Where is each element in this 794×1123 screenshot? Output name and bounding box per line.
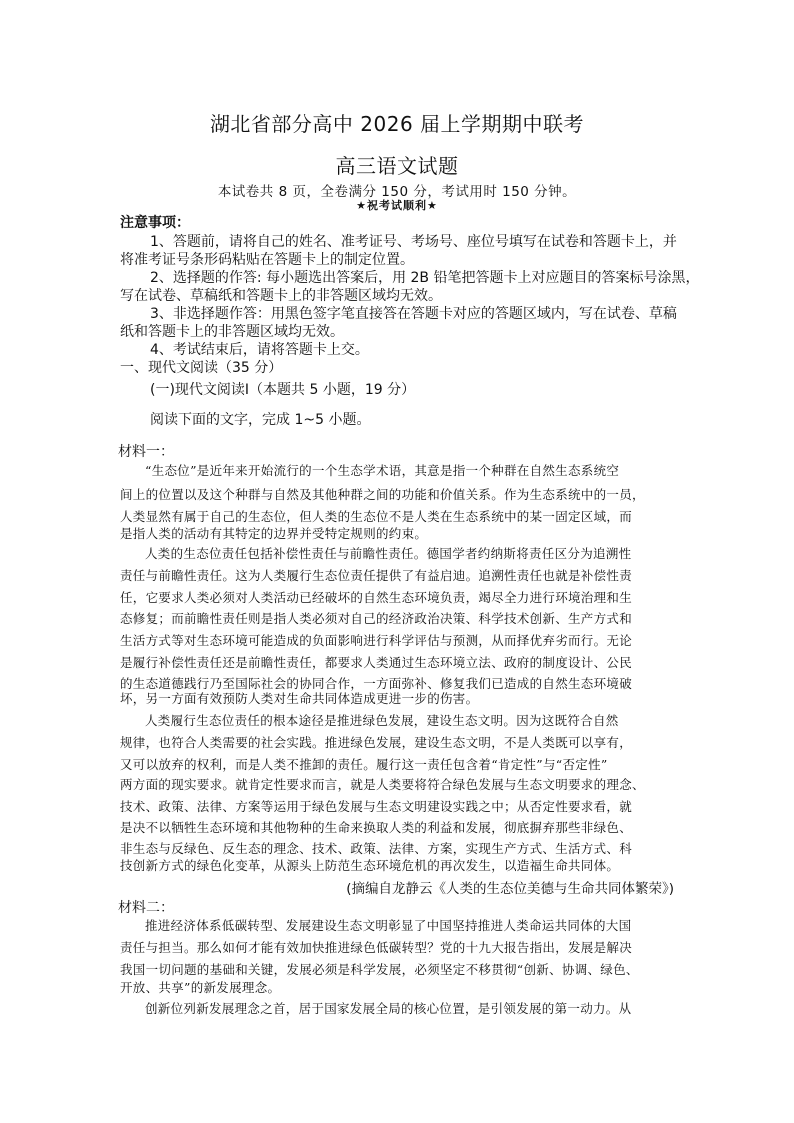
notice-line: 3、非选择题作答：用黑色签字笔直接答在答题卡对应的答题区域内，写在试卷、草稿 bbox=[150, 306, 677, 322]
notice-heading: 注意事项： bbox=[120, 215, 190, 231]
material1-line: 是履行补偿性责任还是前瞻性责任，都要求人类通过生态环境立法、政府的制度设计、公民 bbox=[120, 655, 633, 670]
material1-source: (摘编自龙静云《人类的生态位美德与生命共同体繁荣》) bbox=[346, 881, 674, 897]
material2-label: 材料二： bbox=[118, 900, 174, 916]
material1-line: 的生态道德践行乃至国际社会的协同合作，一方面弥补、修复我们已造成的自然生态环境破 bbox=[120, 676, 633, 691]
material2-line: 责任与担当。那么如何才能有效加快推进绿色低碳转型？党的十九大报告指出，发展是解决 bbox=[120, 940, 633, 955]
material1-line: 责任与前瞻性责任。这为人类履行生态位责任提供了有益启迪。追溯性责任也就是补偿性责 bbox=[120, 568, 633, 583]
material1-line: 规律，也符合人类需要的社会实践。推进绿色发展，建设生态文明，不是人类既可以享有， bbox=[120, 735, 633, 750]
material1-line: 人类履行生态位责任的根本途径是推进绿色发展，建设生态文明。因为这既符合自然 bbox=[145, 713, 619, 728]
material2-line: 我国一切问题的基础和关键，发展必须是科学发展，必须坚定不移贯彻“创新、协调、绿色、 bbox=[120, 962, 639, 977]
material1-line: 非生态与反绿色、反生态的理念、技术、政策、法律、方案，实现生产方式、生活方式、科 bbox=[120, 841, 633, 856]
reading-instruction: 阅读下面的文字，完成 1~5 小题。 bbox=[150, 412, 371, 428]
exam-title: 湖北省部分高中 2026 届上学期期中联考 bbox=[209, 112, 585, 136]
material1-line: “生态位”是近年来开始流行的一个生态学术语，其意是指一个种群在自然生态系统空 bbox=[145, 463, 620, 478]
exam-subject: 高三语文试题 bbox=[335, 154, 459, 178]
material1-line: 又可以放弃的权利，而是人类不推卸的责任。履行这一责任包含着“肯定性”与“否定性” bbox=[120, 757, 608, 772]
notice-line: 1、答题前，请将自己的姓名、准考证号、考场号、座位号填写在试卷和答题卡上，并 bbox=[150, 234, 677, 250]
material2-line: 开放、共享”的新发展理念。 bbox=[120, 980, 281, 995]
material1-line: 是决不以牺牲生态环境和其他物种的生命来换取人类的利益和发展，彻底摒弃那些非绿色、 bbox=[120, 820, 633, 835]
material1-line: 任，它要求人类必须对人类活动已经破坏的自然生态环境负责，竭尽全力进行环境治理和生 bbox=[120, 590, 633, 605]
notice-line: 将准考证号条形码粘贴在答题卡上的制定位置。 bbox=[120, 252, 414, 268]
material2-line: 推进经济体系低碳转型、发展建设生态文明彰显了中国坚持推进人类命运共同体的大国 bbox=[145, 918, 632, 933]
material2-line: 创新位列新发展理念之首，居于国家发展全局的核心位置，是引领发展的第一动力。从 bbox=[145, 1001, 632, 1016]
notice-line: 纸和答题卡上的非答题区域均无效。 bbox=[120, 324, 344, 340]
section-subtitle: (一)现代文阅读Ⅰ（本题共 5 小题，19 分） bbox=[150, 382, 416, 398]
material1-line: 坏，另一方面有效预防人类对生命共同体造成更进一步的伤害。 bbox=[120, 691, 479, 706]
material1-line: 人类显然有属于自己的生态位，但人类的生态位不是人类在生态系统中的某一固定区域，而 bbox=[120, 509, 633, 524]
exam-wish: ★祝考试顺利★ bbox=[356, 199, 438, 212]
material1-line: 间上的位置以及这个种群与自然及其他种群之间的功能和价值关系。作为生态系统中的一员， bbox=[120, 487, 645, 502]
notice-line: 写在试卷、草稿纸和答题卡上的非答题区域均无效。 bbox=[120, 288, 442, 304]
notice-line: 4、考试结束后，请将答题卡上交。 bbox=[150, 342, 369, 358]
notice-line: 2、选择题的作答: 每小题选出答案后，用 2B 铅笔把答题卡上对应题目的答案标号涂黑， bbox=[150, 270, 700, 286]
material1-line: 技术、政策、法律、方案等运用于绿色发展与生态文明建设实践之中；从否定性要求看，就 bbox=[120, 799, 633, 814]
material1-line: 是指人类的活动有其特定的边界并受特定规则的约束。 bbox=[120, 526, 428, 541]
material1-line: 技创新方式的绿色化变革，从源头上防范生态环境危机的再次发生，以造福生命共同体。 bbox=[120, 858, 620, 873]
material1-line: 生活方式等对生态环境可能造成的负面影响进行科学评估与预测，从而择优弃劣而行。无论 bbox=[120, 633, 633, 648]
material1-line: 两方面的现实要求。就肯定性要求而言，就是人类要将符合绿色发展与生态文明要求的理念、 bbox=[120, 777, 645, 792]
material1-line: 态修复；而前瞻性责任则是指人类必须对自己的经济政治决策、科学技术创新、生产方式和 bbox=[120, 611, 633, 626]
material1-label: 材料一： bbox=[118, 444, 174, 460]
exam-info: 本试卷共 8 页，全卷满分 150 分，考试用时 150 分钟。 bbox=[217, 184, 577, 200]
material1-line: 人类的生态位责任包括补偿性责任与前瞻性责任。德国学者约纳斯将责任区分为追溯性 bbox=[145, 546, 632, 561]
section-title: 一、现代文阅读（35 分） bbox=[120, 360, 283, 376]
